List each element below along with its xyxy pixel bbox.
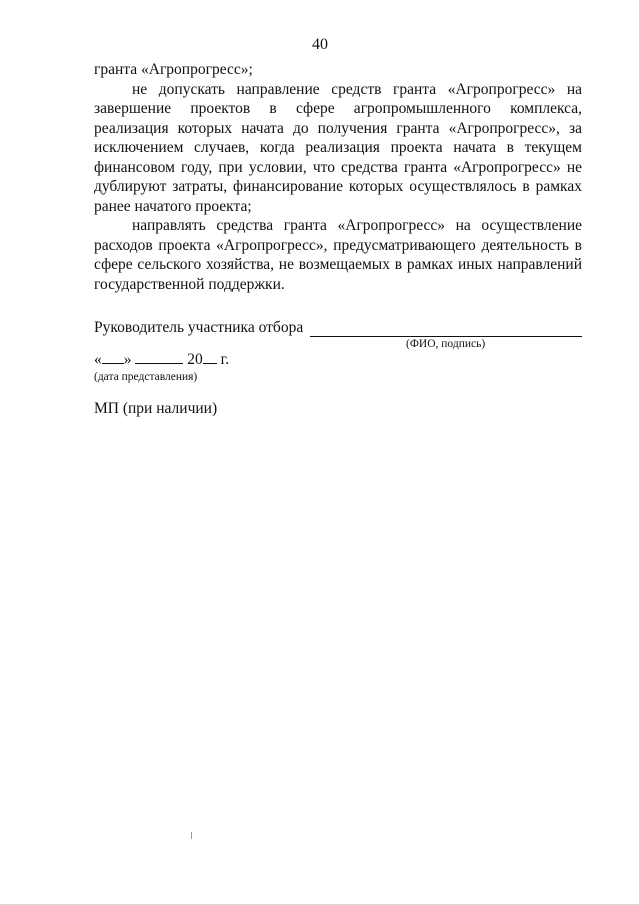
signature-label: Руководитель участника отбора (94, 319, 304, 336)
year-blank (203, 351, 217, 364)
year-suffix: г. (220, 351, 230, 368)
paragraph-direct-funds: направлять средства гранта «Агропрогресс» на осуществление расходов проекта «Агропрогресс», предусматривающего деятельность в сфере сельского хозяйства, не возмещаемых в рамках иных направлений государственной поддержки. (94, 217, 582, 293)
signature-blank (310, 322, 582, 337)
paragraph-continuation: гранта «Агропрогресс»; (94, 61, 253, 78)
date-open-quote: « (94, 351, 102, 368)
date-line (94, 351, 229, 369)
page-number: 40 (312, 36, 328, 53)
signature-line (94, 319, 582, 337)
year-prefix: 20 (187, 351, 203, 368)
month-blank (135, 351, 183, 364)
signature-caption: (ФИО, подпись) (406, 338, 486, 350)
date-caption: (дата представления) (94, 371, 198, 383)
scan-mark (191, 832, 192, 839)
paragraph-no-completion: не допускать направление средств гранта «Агропрогресс» на завершение проектов в сфере агропромышленного комплекса, реализация которых начата до получения гранта «Агропрогресс», за исключением случаев, когда реализация проекта начата в текущем финансовом году, при условии, что средства гранта «Агропрогресс» не дублируют затраты, финансирование которых осуществлялось в рамках ранее начатого проекта; (94, 80, 582, 215)
stamp-label: МП (при наличии) (94, 400, 218, 417)
document-body (94, 60, 582, 294)
day-blank (102, 351, 124, 364)
date-close-quote: » (123, 351, 132, 368)
